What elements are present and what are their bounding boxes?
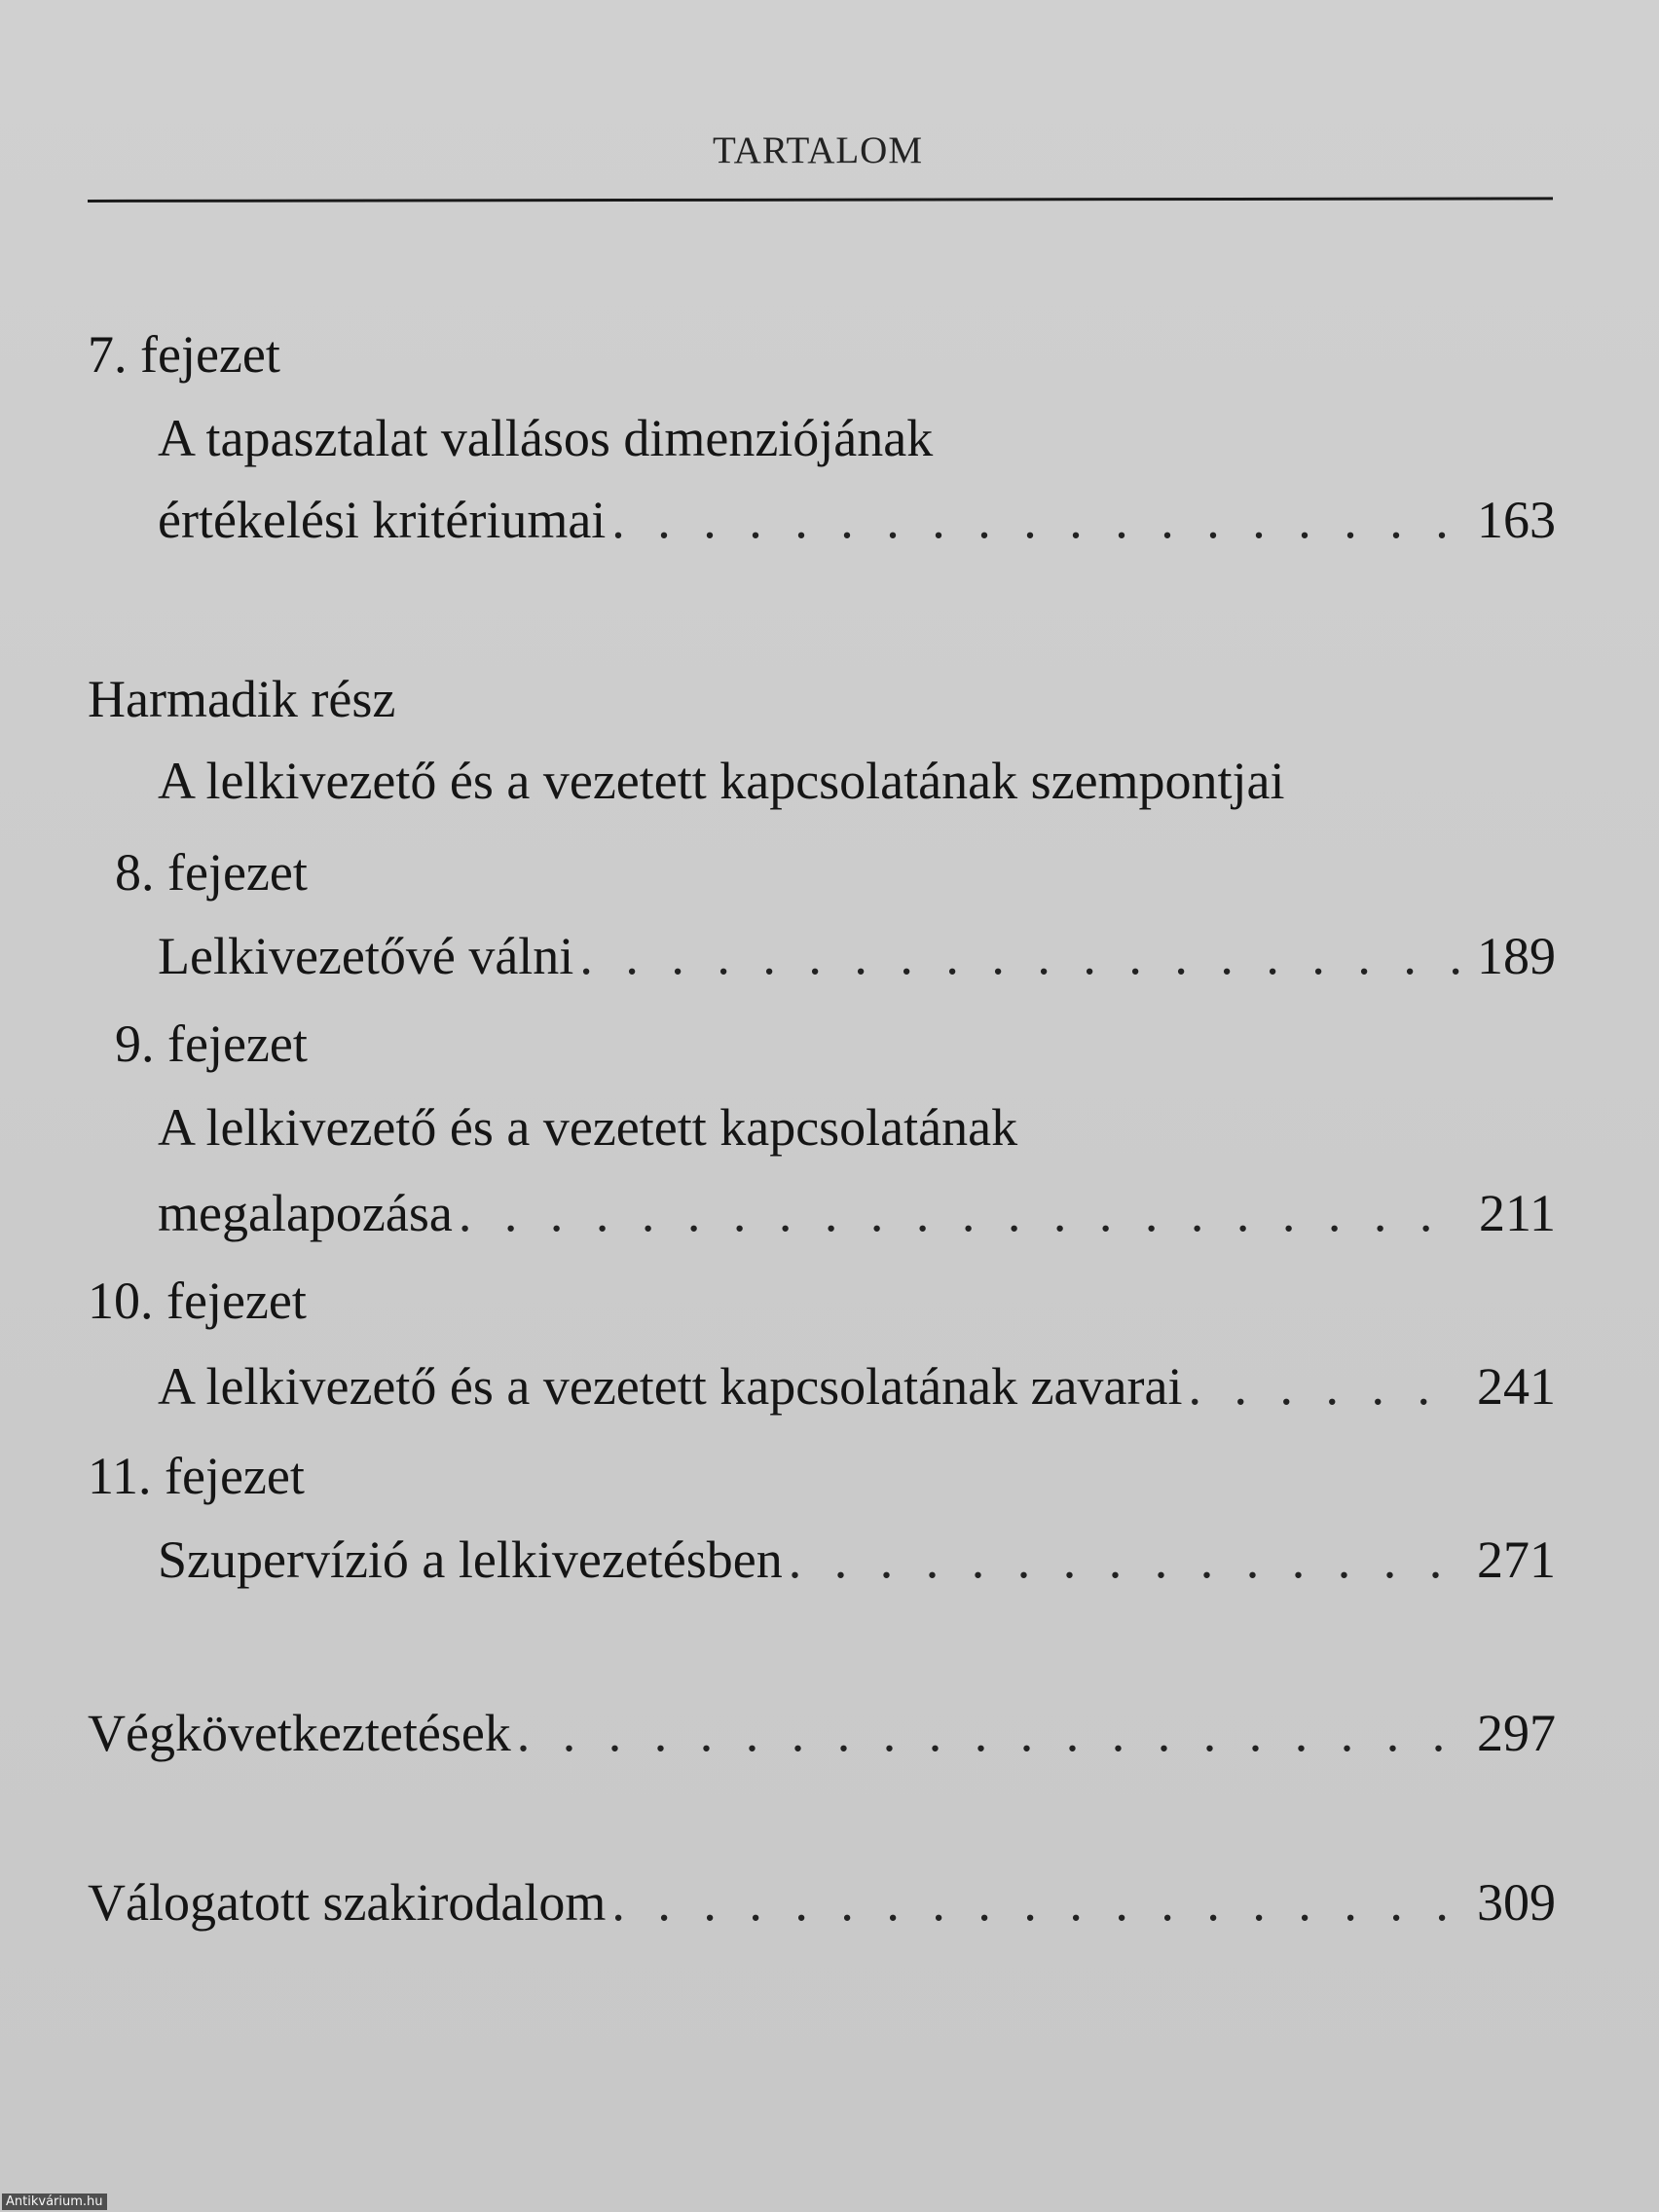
toc-entry-ch9[interactable] <box>158 1182 1556 1244</box>
toc-part3-label: Harmadik rész <box>88 670 396 728</box>
toc-entry-ch11[interactable] <box>158 1529 1556 1591</box>
header-rule <box>88 197 1553 203</box>
toc-ch10-label: 10. fejezet <box>88 1272 307 1330</box>
page-number: 271 <box>1477 1530 1556 1589</box>
toc-ch11-label: 11. fejezet <box>88 1447 305 1505</box>
toc-ch7-title-line2: értékelési kritériumai <box>158 491 607 549</box>
dot-leader <box>459 1182 1467 1244</box>
toc-conclusions-title: Végkövetkeztetések <box>88 1704 511 1762</box>
page-number: 241 <box>1477 1357 1556 1416</box>
toc-entry-conclusions[interactable] <box>88 1702 1556 1764</box>
toc-part3-title: A lelkivezető és a vezetett kapcsolatának szempontjai <box>158 752 1285 810</box>
dot-leader <box>789 1529 1465 1591</box>
page-number: 309 <box>1477 1873 1556 1932</box>
toc-ch8-title: Lelkivezetővé válni <box>158 927 574 985</box>
toc-entry-bibliography[interactable] <box>88 1871 1556 1934</box>
dot-leader <box>611 1871 1465 1934</box>
toc-ch8-label: 8. fejezet <box>115 843 308 902</box>
page-number: 211 <box>1479 1184 1556 1242</box>
toc-ch7-label: 7. fejezet <box>88 325 280 384</box>
toc-entry-ch7[interactable] <box>158 489 1556 551</box>
dot-leader <box>517 1702 1465 1764</box>
toc-ch7-title-line1: A tapasztalat vallásos dimenziójának <box>158 409 934 467</box>
page-number: 297 <box>1477 1704 1556 1762</box>
toc-ch9-title-line1: A lelkivezető és a vezetett kapcsolatának <box>158 1098 1018 1157</box>
page-number: 163 <box>1477 491 1556 549</box>
dot-leader <box>1188 1355 1465 1418</box>
watermark: Antikvárium.hu <box>2 2194 107 2210</box>
toc-entry-ch8[interactable] <box>158 925 1556 987</box>
page-number: 189 <box>1477 927 1556 985</box>
toc-bibliography-title: Válogatott szakirodalom <box>88 1873 607 1932</box>
toc-entry-ch10[interactable] <box>158 1355 1556 1418</box>
toc-ch9-label: 9. fejezet <box>115 1014 308 1073</box>
dot-leader <box>579 925 1465 987</box>
toc-ch9-title-line2: megalapozása <box>158 1184 453 1242</box>
running-head: TARTALOM <box>712 129 924 171</box>
toc-ch11-title: Szupervízió a lelkivezetésben <box>158 1530 783 1589</box>
toc-ch10-title: A lelkivezető és a vezetett kapcsolatának zavarai <box>158 1357 1183 1416</box>
dot-leader <box>611 489 1465 551</box>
